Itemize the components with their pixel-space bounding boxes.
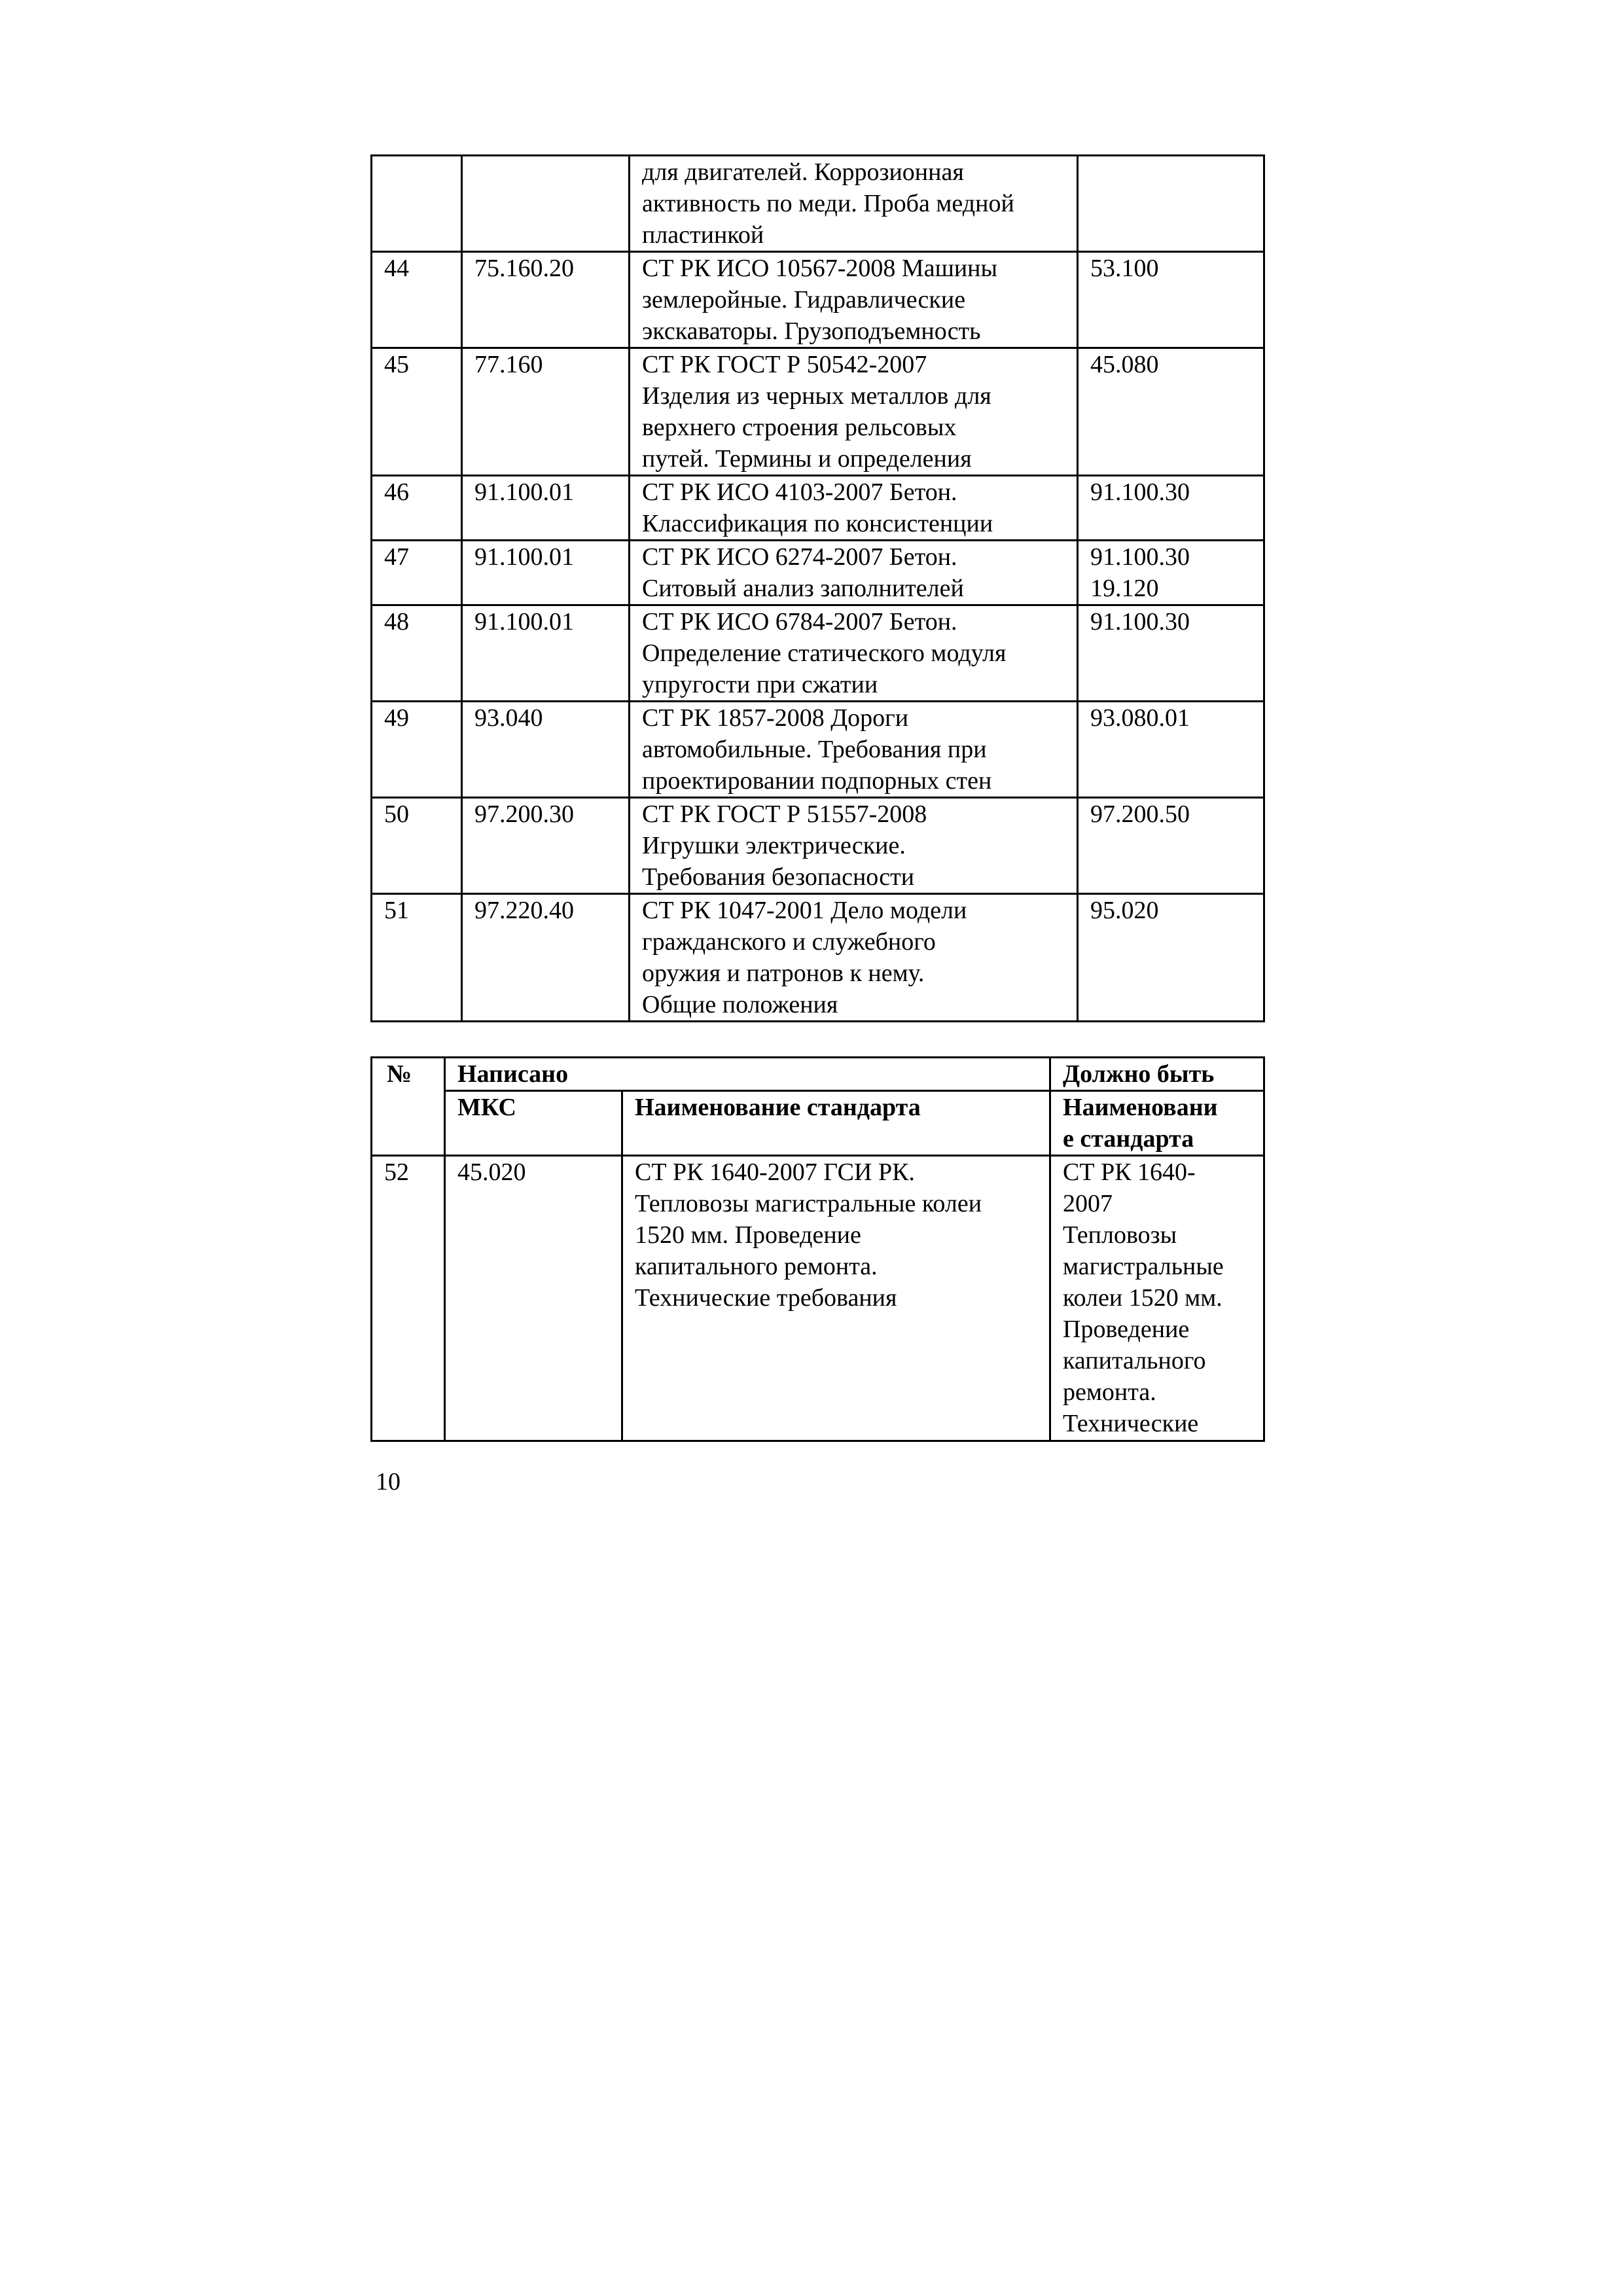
mks-code: 91.100.01	[462, 541, 630, 605]
column-header-written: Написано	[445, 1058, 1050, 1091]
row-number: 44	[372, 252, 462, 348]
correct-standard-name: СТ РК 1640- 2007 Тепловозы магистральные колеи 1520 мм. Проведение капитального ремонта. Технические	[1050, 1156, 1264, 1441]
mks-code: 97.200.30	[462, 798, 630, 894]
mks-code: 75.160.20	[462, 252, 630, 348]
row-number: 46	[372, 476, 462, 541]
table-row	[372, 1156, 1264, 1441]
standard-name: СТ РК 1857-2008 Дороги автомобильные. Требования при проектировании подпорных стен	[630, 702, 1078, 798]
mks-code: 77.160	[462, 348, 630, 476]
correct-value: 97.200.50	[1078, 798, 1264, 894]
mks-code: 97.220.40	[462, 894, 630, 1022]
standard-name: СТ РК ИСО 6274-2007 Бетон. Ситовый анализ заполнителей	[630, 541, 1078, 605]
column-header-standard-name: Наименование стандарта	[622, 1091, 1050, 1156]
row-number: 45	[372, 348, 462, 476]
column-header-mks: МКС	[445, 1091, 622, 1156]
column-header-correct-name: Наименовани е стандарта	[1050, 1091, 1264, 1156]
table-row	[372, 798, 1264, 894]
standard-name: СТ РК ИСО 10567-2008 Машины землеройные. Гидравлические экскаваторы. Грузоподъемность	[630, 252, 1078, 348]
correct-value: 91.100.30	[1078, 476, 1264, 541]
row-number: 48	[372, 605, 462, 702]
mks-code	[462, 156, 630, 252]
correct-value: 91.100.30	[1078, 605, 1264, 702]
correct-value: 91.100.30 19.120	[1078, 541, 1264, 605]
table-header-row	[372, 1058, 1264, 1091]
standard-name: для двигателей. Коррозионная активность по меди. Проба медной пластинкой	[630, 156, 1078, 252]
corrections-table-continued	[370, 154, 1265, 1022]
standard-name: СТ РК ИСО 6784-2007 Бетон. Определение статического модуля упругости при сжатии	[630, 605, 1078, 702]
correct-value: 93.080.01	[1078, 702, 1264, 798]
row-number	[372, 156, 462, 252]
mks-code: 91.100.01	[462, 476, 630, 541]
table-row	[372, 605, 1264, 702]
table-row	[372, 541, 1264, 605]
column-header-number: №	[372, 1058, 445, 1156]
standard-name: СТ РК ГОСТ Р 51557-2008 Игрушки электрические. Требования безопасности	[630, 798, 1078, 894]
page-number: 10	[376, 1468, 401, 1496]
column-header-should-be: Должно быть	[1050, 1058, 1264, 1091]
table-row	[372, 702, 1264, 798]
standard-name: СТ РК 1047-2001 Дело модели гражданского и служебного оружия и патронов к нему. Общие положения	[630, 894, 1078, 1022]
row-number: 51	[372, 894, 462, 1022]
mks-code: 45.020	[445, 1156, 622, 1441]
correct-value: 45.080	[1078, 348, 1264, 476]
table-row	[372, 476, 1264, 541]
row-number: 50	[372, 798, 462, 894]
table-row	[372, 252, 1264, 348]
correct-value: 53.100	[1078, 252, 1264, 348]
mks-code: 91.100.01	[462, 605, 630, 702]
standard-name: СТ РК ГОСТ Р 50542-2007 Изделия из черных металлов для верхнего строения рельсовых путей. Термины и определения	[630, 348, 1078, 476]
table-row	[372, 894, 1264, 1022]
correct-value: 95.020	[1078, 894, 1264, 1022]
row-number: 47	[372, 541, 462, 605]
row-number: 49	[372, 702, 462, 798]
standard-name: СТ РК 1640-2007 ГСИ РК. Тепловозы магистральные колеи 1520 мм. Проведение капитального ремонта. Технические требования	[622, 1156, 1050, 1441]
row-number: 52	[372, 1156, 445, 1441]
corrections-table	[370, 1056, 1265, 1442]
correct-value	[1078, 156, 1264, 252]
table-row	[372, 156, 1264, 252]
table-subheader-row	[372, 1091, 1264, 1156]
table-row	[372, 348, 1264, 476]
mks-code: 93.040	[462, 702, 630, 798]
standard-name: СТ РК ИСО 4103-2007 Бетон. Классификация по консистенции	[630, 476, 1078, 541]
